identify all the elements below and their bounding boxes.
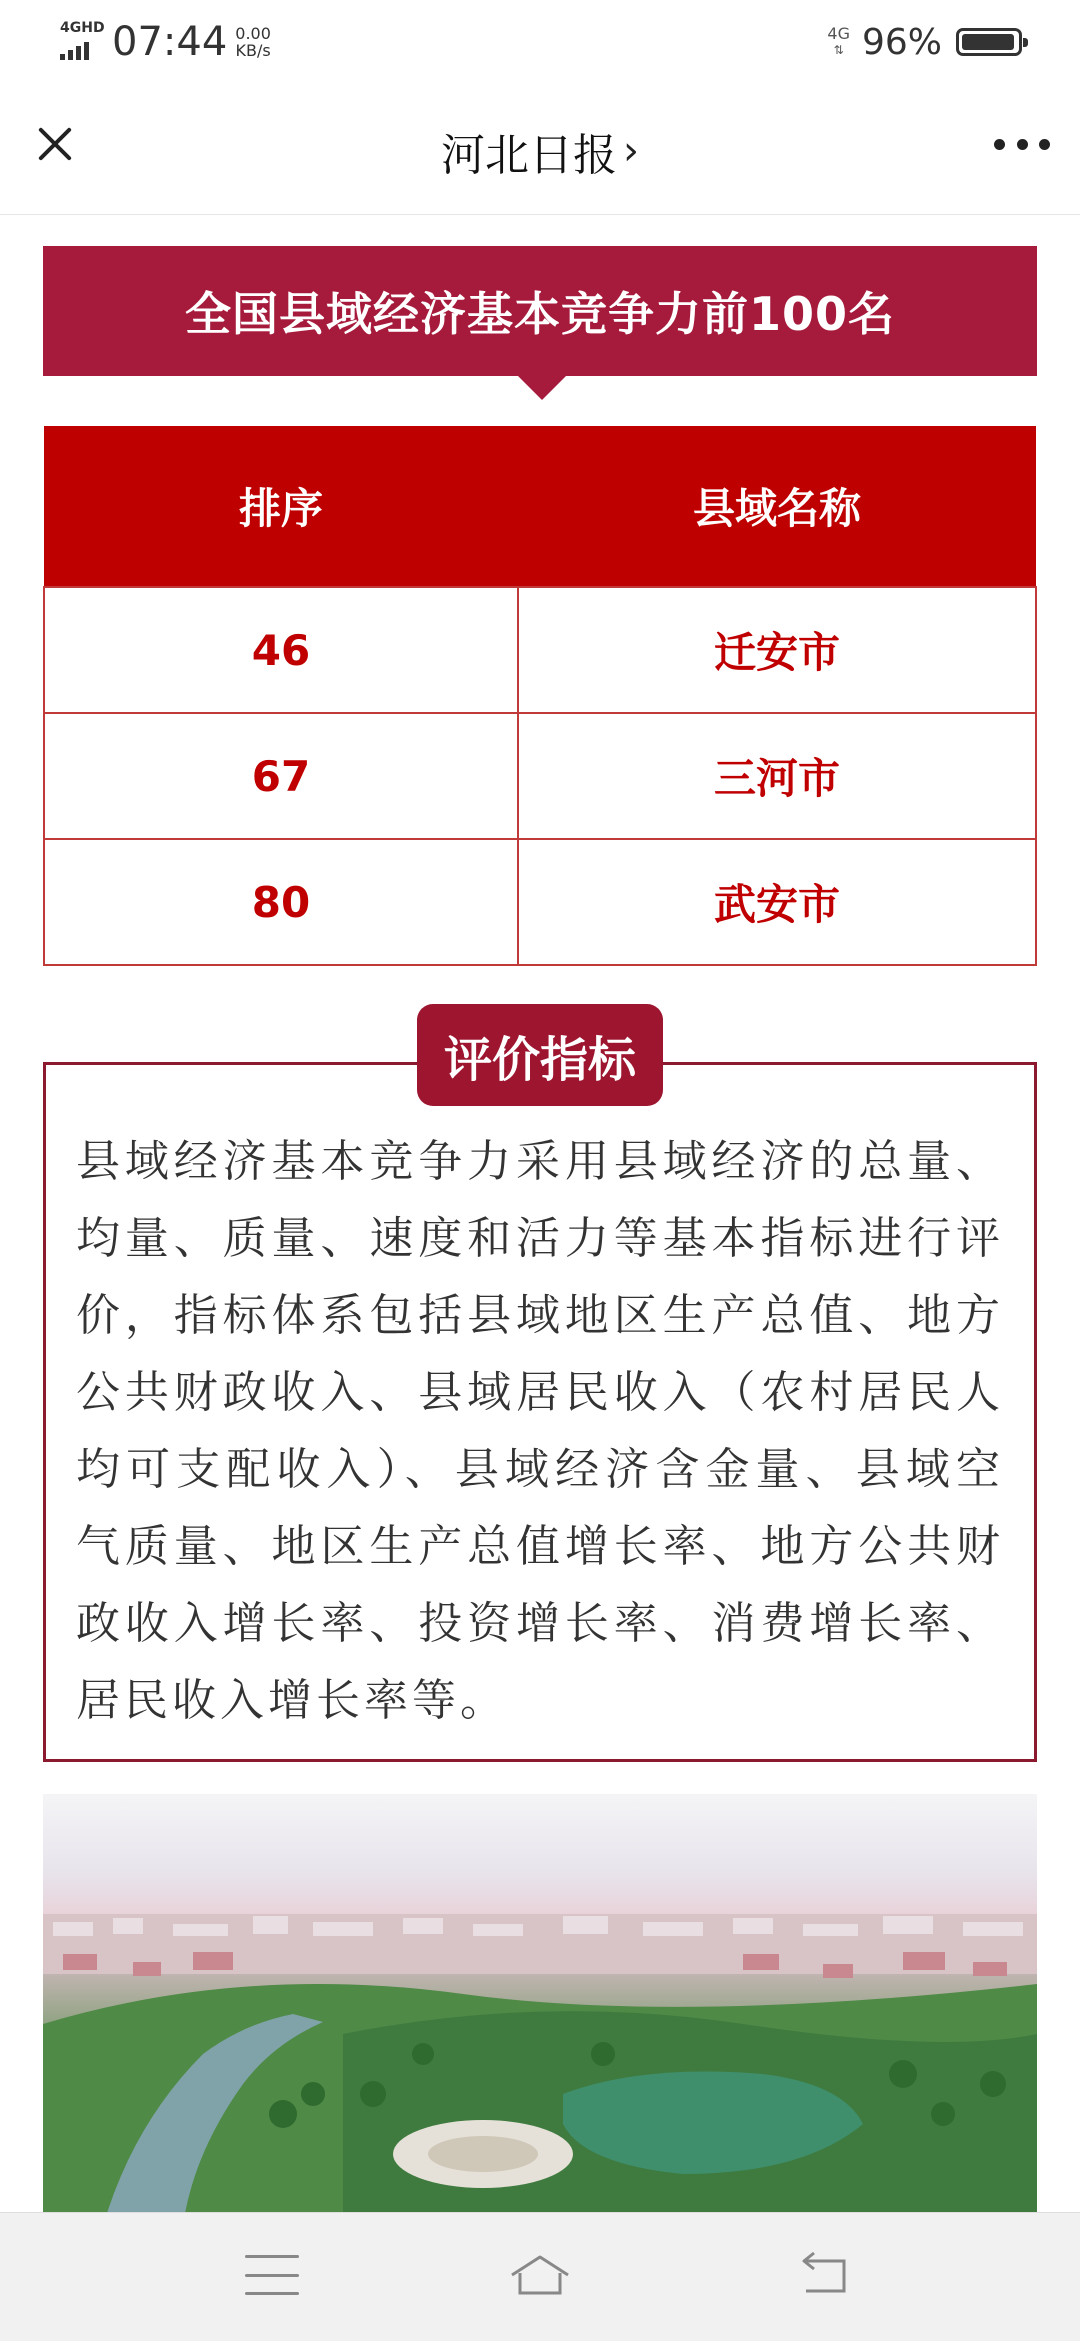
menu-icon[interactable]	[245, 2255, 299, 2295]
battery-percent: 96%	[861, 21, 942, 63]
ranking-table	[43, 426, 1037, 966]
column-header-rank: 排序	[44, 426, 518, 587]
table-row	[44, 713, 1036, 839]
speed-value: 0.00	[235, 24, 271, 43]
page-title: 河北日报	[441, 130, 617, 181]
status-right	[827, 20, 1022, 64]
signal-icon	[58, 20, 106, 64]
banner-pointer	[518, 376, 566, 400]
home-icon[interactable]	[508, 2251, 572, 2299]
table-header-row	[44, 426, 1036, 587]
system-nav-bar	[0, 2212, 1080, 2341]
rank-cell: 67	[44, 713, 518, 839]
nav-bar	[0, 84, 1080, 215]
more-icon[interactable]	[994, 136, 1050, 152]
account-title-link[interactable]	[0, 119, 1080, 183]
battery-fill	[962, 34, 1014, 50]
column-header-county: 县域名称	[518, 426, 1036, 587]
back-icon[interactable]	[796, 2251, 852, 2297]
city-aerial-photo	[43, 1794, 1037, 2226]
status-bar	[0, 0, 1080, 84]
chevron-right-icon: ›	[623, 128, 639, 174]
evaluation-box	[43, 1062, 1037, 1762]
mobile-data-icon: 4G ⇅	[827, 24, 850, 57]
evaluation-text: 县域经济基本竞争力采用县域经济的总量、均量、质量、速度和活力等基本指标进行评价，指标体系包括县域地区生产总值、地方公共财政收入、县域居民收入（农村居民人均可支配收入）、县域经济含金量、县域空气质量、地区生产总值增长率、地方公共财政收入增长率、投资增长率、消费增长率、居民收入增长率等。	[76, 1136, 1004, 1726]
speed-unit: KB/s	[235, 41, 271, 60]
table-row	[44, 839, 1036, 965]
evaluation-tab	[417, 1004, 663, 1106]
evaluation-tab-label: 评价指标	[443, 1031, 636, 1088]
county-cell: 迁安市	[518, 587, 1036, 713]
network-speed	[235, 25, 271, 59]
banner-title: 全国县域经济基本竞争力前100名	[184, 287, 896, 341]
mobile-data-label: 4G	[827, 24, 850, 43]
county-cell: 三河市	[518, 713, 1036, 839]
status-time: 07:44	[112, 19, 228, 65]
rank-cell: 46	[44, 587, 518, 713]
table-row	[44, 587, 1036, 713]
ranking-banner	[43, 246, 1037, 376]
city-aerial-illustration	[43, 1794, 1037, 2226]
status-left	[58, 20, 271, 64]
battery-icon	[956, 28, 1022, 56]
rank-cell: 80	[44, 839, 518, 965]
county-cell: 武安市	[518, 839, 1036, 965]
network-type: 4GHD	[60, 20, 105, 36]
